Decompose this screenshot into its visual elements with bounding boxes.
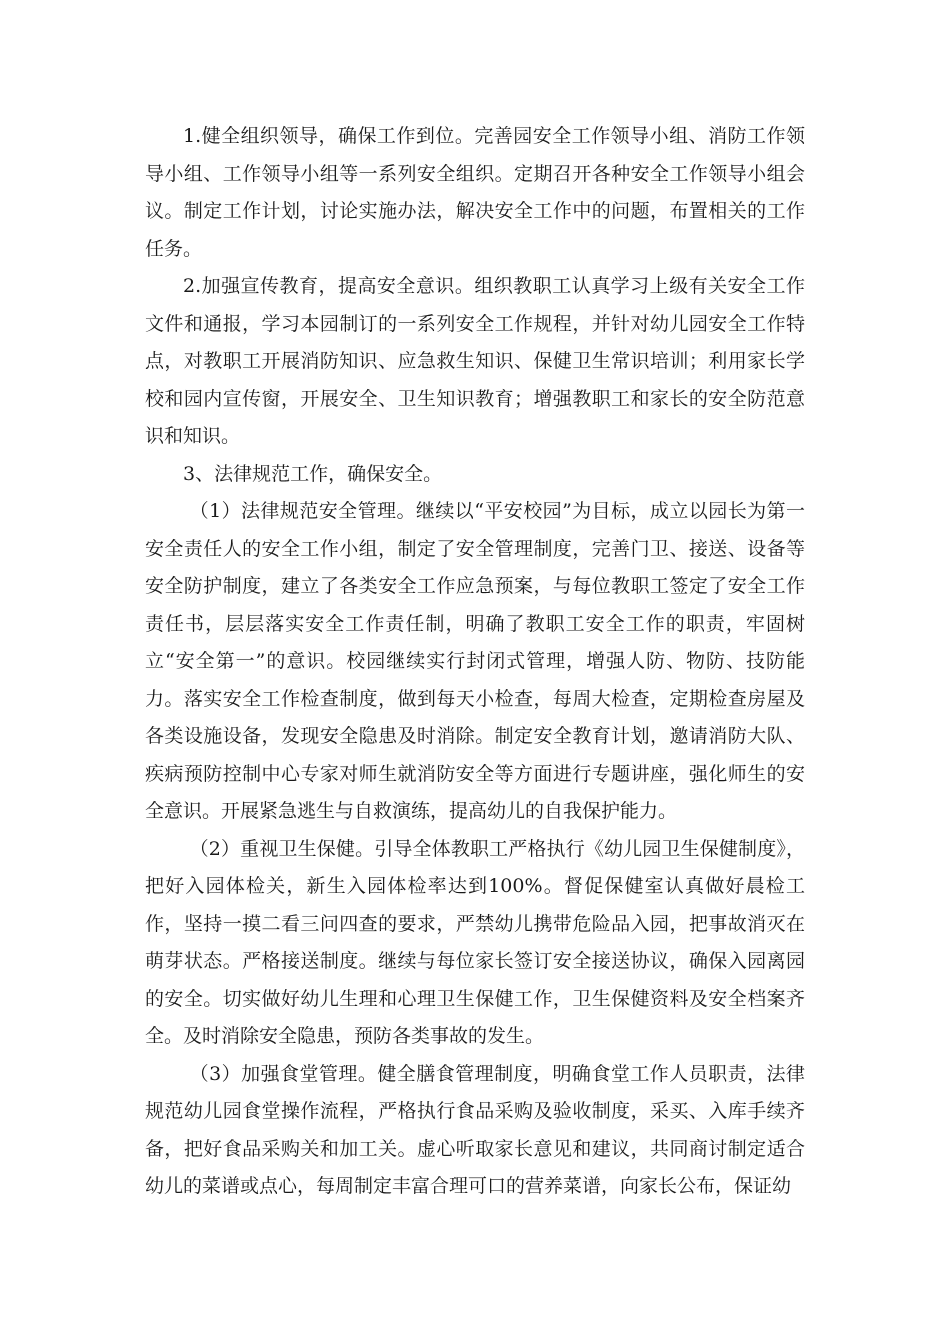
paragraph-publicity-education: 2.加强宣传教育，提高安全意识。组织教职工认真学习上级有关安全工作文件和通报，学习本园制订的一系列安全工作规程，并针对幼儿园安全工作特点，对教职工开展消防知识、应急救生知识、保健卫生常识培训；利用家长学校和园内宣传窗，开展安全、卫生知识教育；增强教职工和家长的安全防范意识和知识。 [145,275,805,447]
document-body [145,118,805,1206]
paragraph-legal-standard: 3、法律规范工作，确保安全。 [183,462,443,485]
paragraph-health-care: （2）重视卫生保健。引导全体教职工严格执行《幼儿园卫生保健制度》，把好入园体检关，新生入园体检率达到100%。督促保健室认真做好晨检工作，坚持一摸二看三问四查的要求，严禁幼儿携带危险品入园，把事故消灭在萌芽状态。严格接送制度。继续与每位家长签订安全接送协议，确保入园离园的安全。切实做好幼儿生理和心理卫生保健工作，卫生保健资料及安全档案齐全。及时消除安全隐患，预防各类事故的发生。 [145,837,805,1047]
paragraph-organization: 1.健全组织领导，确保工作到位。完善园安全工作领导小组、消防工作领导小组、工作领导小组等一系列安全组织。定期召开各种安全工作领导小组会议。制定工作计划，讨论实施办法，解决安全工作中的问题，布置相关的工作任务。 [145,125,805,260]
paragraph-canteen-management: （3）加强食堂管理。健全膳食管理制度，明确食堂工作人员职责，法律规范幼儿园食堂操作流程，严格执行食品采购及验收制度，采买、入库手续齐备，把好食品采购关和加工关。虚心听取家长意见和建议，共同商讨制定适合幼儿的菜谱或点心，每周制定丰富合理可口的营养菜谱，向家长公布，保证幼 [145,1062,805,1197]
paragraph-safety-management: （1）法律规范安全管理。继续以“平安校园”为目标，成立以园长为第一安全责任人的安全工作小组，制定了安全管理制度，完善门卫、接送、设备等安全防护制度，建立了各类安全工作应急预案，与每位教职工签定了安全工作责任书，层层落实安全工作责任制，明确了教职工安全工作的职责，牢固树立“安全第一”的意识。校园继续实行封闭式管理，增强人防、物防、技防能力。落实安全工作检查制度，做到每天小检查，每周大检查，定期检查房屋及各类设施设备，发现安全隐患及时消除。制定安全教育计划，邀请消防大队、疾病预防控制中心专家对师生就消防安全等方面进行专题讲座，强化师生的安全意识。开展紧急逃生与自救演练，提高幼儿的自我保护能力。 [145,500,805,822]
